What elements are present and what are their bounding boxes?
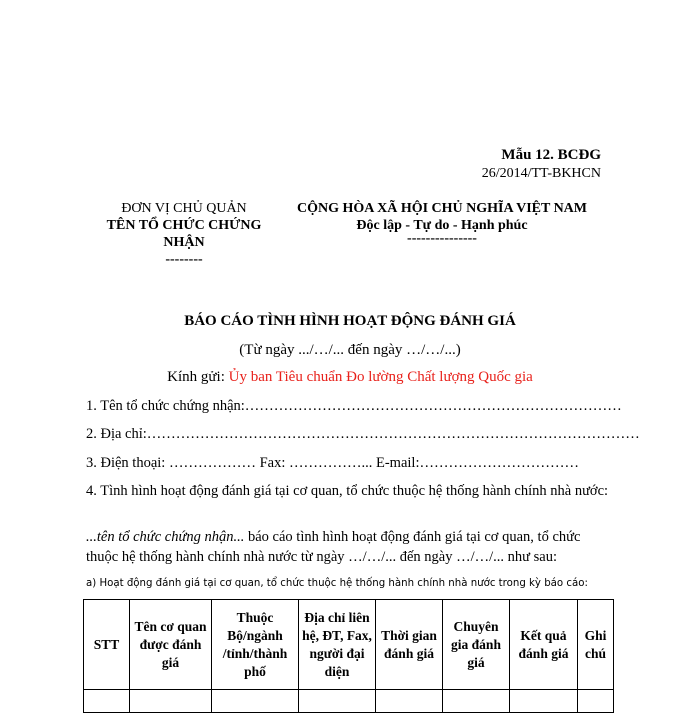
national-header [286,200,598,244]
org-name-line1: TÊN TỔ CHỨC CHỨNG [106,218,262,233]
table-row [84,690,614,713]
recipient-line [0,369,700,386]
evaluation-table [83,599,614,713]
report-title: BÁO CÁO TÌNH HÌNH HOẠT ĐỘNG ĐÁNH GIÁ [184,313,516,329]
right-divider: --------------- [407,231,477,246]
col-note: Ghi chú [578,600,614,690]
form-number: Mẫu 12. BCĐG [501,147,601,163]
recipient-name: Ủy ban Tiêu chuẩn Đo lường Chất lượng Quốc gia [228,369,533,385]
col-contact: Địa chỉ liên hệ, ĐT, Fax, người đại diện [299,600,376,690]
field-org-name: 1. Tên tổ chức chứng nhận:…………………………………………………………………… [86,398,622,414]
field-contact: 3. Điện thoại: ……………… Fax: ……………... E-mail:…………………………… [86,455,579,471]
parent-unit: ĐƠN VỊ CHỦ QUẢN [121,201,247,216]
intro-org-placeholder: ...tên tổ chức chứng nhận... [86,529,245,545]
intro-paragraph [86,527,610,567]
section-4-heading: 4. Tình hình hoạt động đánh giá tại cơ quan, tổ chức thuộc hệ thống hành chính nhà nước: [86,483,609,499]
intro-text: báo cáo tình hình hoạt động đánh giá tại cơ quan, tổ chức thuộc hệ thống hành chính nhà nước từ ngày …/…/... đến ngày …/…/... như sau: [86,529,581,565]
table-header-row [84,600,614,690]
recipient-label: Kính gửi: [167,369,229,385]
col-result: Kết quả đánh giá [510,600,578,690]
org-name-line2: NHẬN [163,235,205,250]
issuing-unit-header [86,200,282,268]
col-stt: STT [84,600,130,690]
col-agency: Tên cơ quan được đánh giá [130,600,212,690]
col-experts: Chuyên gia đánh giá [443,600,510,690]
col-ministry: Thuộc Bộ/ngành /tỉnh/thành phố [212,600,299,690]
circular-number: 26/2014/TT-BKHCN [481,166,601,181]
subsection-a: a) Hoạt động đánh giá tại cơ quan, tổ chức thuộc hệ thống hành chính nhà nước trong kỳ báo cáo: [86,578,588,589]
motto: Độc lập - Tự do - Hạnh phúc [356,218,528,233]
field-address: 2. Địa chỉ:………………………………………………………………………………………… [86,426,640,442]
report-period: (Từ ngày .../…/... đến ngày …/…/...) [239,342,461,358]
col-time: Thời gian đánh giá [376,600,443,690]
left-divider: -------- [165,252,203,267]
country-name: CỘNG HÒA XÃ HỘI CHỦ NGHĨA VIỆT NAM [296,201,587,216]
